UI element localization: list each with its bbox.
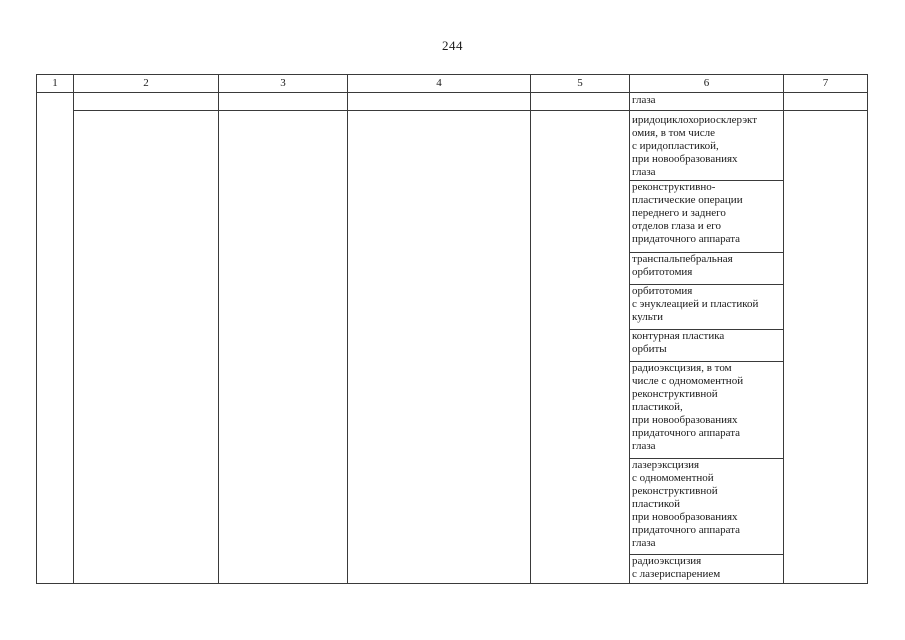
page-number: 244 [442, 38, 463, 53]
table-cell [74, 93, 219, 111]
table-cell [531, 93, 630, 111]
column-header-7: 7 [784, 75, 868, 93]
table-cell [348, 93, 531, 111]
table-cell [219, 111, 348, 584]
table-cell [531, 111, 630, 584]
procedure-cell: лазерэксцизия с одномоментной реконструктивной пластикой при новообразованиях придаточного аппарата глаза [630, 459, 784, 555]
column-header-5: 5 [531, 75, 630, 93]
table-cell [74, 111, 219, 584]
column-header-2: 2 [74, 75, 219, 93]
column-header-6: 6 [630, 75, 784, 93]
procedure-cell: реконструктивно- пластические операции переднего и заднего отделов глаза и его придаточного аппарата [630, 181, 784, 253]
table-cell [348, 111, 531, 584]
table-cell [784, 111, 868, 584]
procedure-cell: иридоциклохориосклерэкт омия, в том числе с иридопластикой, при новообразованиях глаза [630, 111, 784, 181]
medical-procedures-table [36, 74, 868, 584]
table-cell [784, 93, 868, 111]
procedure-cell: контурная пластика орбиты [630, 330, 784, 362]
header-row [37, 75, 868, 93]
table-row [37, 93, 868, 111]
table-row [37, 111, 868, 181]
column-header-1: 1 [37, 75, 74, 93]
column-header-3: 3 [219, 75, 348, 93]
procedure-cell: глаза [630, 93, 784, 111]
procedure-cell: радиоэксцизия, в том числе с одномоментной реконструктивной пластикой, при новообразованиях придаточного аппарата глаза [630, 362, 784, 459]
column-header-4: 4 [348, 75, 531, 93]
table-cell [37, 93, 74, 584]
procedure-cell: орбитотомия с энуклеацией и пластикой культи [630, 285, 784, 330]
procedure-cell: радиоэксцизия с лазериспарением [630, 555, 784, 584]
table-cell [219, 93, 348, 111]
procedure-cell: транспальпебральная орбитотомия [630, 253, 784, 285]
